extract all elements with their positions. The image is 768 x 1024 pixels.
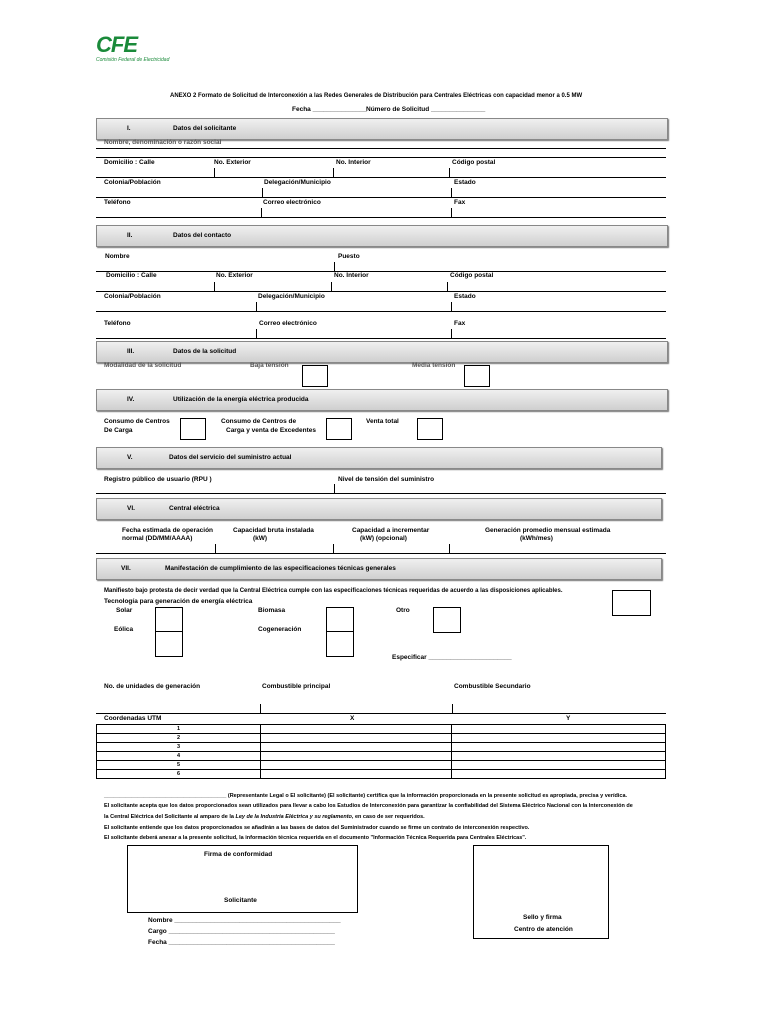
section-title: Datos del servicio del suministro actual xyxy=(169,454,292,461)
label-generacion: Generación promedio mensual estimada xyxy=(485,527,611,534)
cell-y[interactable] xyxy=(452,725,666,734)
label-correo: Correo electrónico xyxy=(259,320,317,327)
label-codigo-postal: Código postal xyxy=(452,159,496,166)
section-number: III. xyxy=(127,348,135,355)
section-title: Datos de la solicitud xyxy=(173,348,237,355)
field-unidades[interactable] xyxy=(96,713,666,714)
row-number: 3 xyxy=(97,743,261,752)
label-firma-conformidad: Firma de conformidad xyxy=(204,851,273,858)
legal-line-2: El solicitante acepta que los datos proporcionados sean utilizados para llevar a cabo los Estudios de Interconexión para garantizar la confiabilidad del Sistema Eléctrico Nacional con la Interconexión de xyxy=(104,803,633,809)
field-domicilio[interactable] xyxy=(96,291,666,292)
label-modalidad: Modalidad de la solicitud xyxy=(104,362,182,369)
section-6-header xyxy=(96,498,662,520)
label-eolica: Eólica xyxy=(114,626,134,633)
cell-y[interactable] xyxy=(452,743,666,752)
field-nombre[interactable] xyxy=(96,271,666,272)
label-correo: Correo electrónico xyxy=(263,199,321,206)
field-central[interactable] xyxy=(96,553,666,554)
coordinates-table xyxy=(96,724,666,779)
label-venta-total: Venta total xyxy=(366,418,399,425)
section-number: VI. xyxy=(127,505,135,512)
checkbox-otro[interactable] xyxy=(433,607,461,633)
label-capacidad-unidad: (kW) xyxy=(253,535,268,542)
table-row xyxy=(97,743,666,752)
label-consumo-1a: Consumo de Centros xyxy=(104,418,170,425)
legal-line-4: El solicitante entiende que los datos proporcionados se añadirán a las bases de datos del Suministrador cuando se firme un contrato de interconexión respectivo. xyxy=(104,825,530,831)
label-consumo-2b: Carga y venta de Excedentes xyxy=(226,427,316,434)
section-title: Manifestación de cumplimiento de las especificaciones técnicas generales xyxy=(165,565,396,572)
label-capacidad-incrementar: Capacidad a incrementar xyxy=(352,527,430,534)
legal-line-5: El solicitante deberá anexar a la presente solicitud, la información técnica requerida en el documento "Información Técnica Requerida para Centrales Eléctricas". xyxy=(104,835,527,841)
label-consumo-1b: De Carga xyxy=(104,427,133,434)
section-number: V. xyxy=(127,454,133,461)
row-number: 4 xyxy=(97,752,261,761)
sello-box[interactable] xyxy=(473,845,609,939)
label-media-tension: Media tensión xyxy=(412,362,456,369)
field-nombre-firma[interactable]: Nombre ______________________________________________ xyxy=(148,917,341,924)
label-nombre: Nombre xyxy=(105,253,130,260)
checkbox-baja-tension[interactable] xyxy=(302,365,328,387)
logo-subtitle: Comisión Federal de Electricidad xyxy=(96,57,170,63)
checkbox-venta-total[interactable] xyxy=(417,418,443,440)
label-consumo-2a: Consumo de Centros de xyxy=(221,418,297,425)
label-colonia: Colonia/Población xyxy=(104,293,161,300)
row-number: 2 xyxy=(97,734,261,743)
cell-x[interactable] xyxy=(260,743,452,752)
row-number: 6 xyxy=(97,770,261,779)
label-no-interior: No. Interior xyxy=(336,159,371,166)
label-domicilio: Domicilio : Calle xyxy=(104,159,155,166)
label-fecha-formato: normal (DD/MM/AAAA) xyxy=(122,535,193,542)
label-biomasa: Biomasa xyxy=(258,607,286,614)
section-title: Datos del contacto xyxy=(173,232,232,239)
table-row xyxy=(97,725,666,734)
field-telefono[interactable] xyxy=(96,217,666,218)
label-sello: Sello y firma xyxy=(523,914,562,921)
document-title: ANEXO 2 Formato de Solicitud de Interconexión a las Redes Generales de Distribución para Centrales Eléctricas con capacidad menor a 0.5 MW xyxy=(170,93,583,99)
field-especificar[interactable]: Especificar _______________________ xyxy=(392,654,512,661)
section-number: VII. xyxy=(121,565,131,572)
label-coord-x: X xyxy=(350,715,355,722)
checkbox-biomasa[interactable] xyxy=(326,607,354,633)
section-title: Utilización de la energía eléctrica producida xyxy=(173,396,309,403)
checkbox-protesta[interactable] xyxy=(612,590,651,616)
label-combustible-secundario: Combustible Secundario xyxy=(454,683,531,690)
label-delegacion: Delegación/Municipio xyxy=(264,179,331,186)
section-5-header xyxy=(96,447,662,469)
label-capacidad-opcional: (kW) (opcional) xyxy=(360,535,407,542)
cell-x[interactable] xyxy=(260,752,452,761)
label-combustible-principal: Combustible principal xyxy=(262,683,331,690)
cell-x[interactable] xyxy=(260,734,452,743)
checkbox-cogeneracion[interactable] xyxy=(326,631,354,657)
protesta-text: Manifiesto bajo protesta de decir verdad que la Central Eléctrica cumple con las especificaciones técnicas requeridas de acuerdo a las disposiciones aplicables. xyxy=(104,588,563,594)
cell-y[interactable] xyxy=(452,770,666,779)
row-number: 1 xyxy=(97,725,261,734)
label-domicilio: Domicilio : Calle xyxy=(106,272,157,279)
label-codigo-postal: Código postal xyxy=(450,272,494,279)
label-nombre-razon: Nombre, denominación o razón social xyxy=(104,139,222,146)
label-cogeneracion: Cogeneración xyxy=(258,626,302,633)
label-fax: Fax xyxy=(454,320,466,327)
label-fax: Fax xyxy=(454,199,466,206)
field-domicilio[interactable] xyxy=(96,177,666,178)
label-otro: Otro xyxy=(396,607,410,614)
label-no-interior: No. Interior xyxy=(334,272,369,279)
cell-x[interactable] xyxy=(260,770,452,779)
checkbox-eolica[interactable] xyxy=(155,631,183,657)
field-cargo-firma[interactable]: Cargo ______________________________________________ xyxy=(148,928,335,935)
table-row xyxy=(97,734,666,743)
checkbox-solar[interactable] xyxy=(155,607,183,633)
label-solar: Solar xyxy=(116,607,133,614)
label-estado: Estado xyxy=(454,293,476,300)
label-fecha-operacion: Fecha estimada de operación xyxy=(122,527,214,534)
field-colonia[interactable] xyxy=(96,197,666,198)
cfe-logo xyxy=(96,34,208,68)
label-coord-y: Y xyxy=(566,715,571,722)
cell-x[interactable] xyxy=(260,725,452,734)
field-rpu[interactable] xyxy=(96,493,666,494)
section-7-header xyxy=(96,558,662,580)
table-row xyxy=(97,761,666,770)
checkbox-consumo-excedentes[interactable] xyxy=(326,418,352,440)
cell-x[interactable] xyxy=(260,761,452,770)
section-2-header xyxy=(96,225,668,247)
label-capacidad-bruta: Capacidad bruta instalada xyxy=(233,527,314,534)
section-number: II. xyxy=(127,232,133,239)
label-puesto: Puesto xyxy=(338,253,360,260)
label-no-exterior: No. Exterior xyxy=(216,272,253,279)
legal-line-3: la Central Eléctrica del Solicitante al amparo de la Ley de la Industria Eléctrica y su reglamento, en caso de ser requeridos. xyxy=(104,814,425,820)
checkbox-consumo-centros[interactable] xyxy=(180,418,206,440)
section-4-header xyxy=(96,389,668,411)
label-generacion-unidad: (kWh/mes) xyxy=(520,535,553,542)
cell-y[interactable] xyxy=(452,752,666,761)
section-title: Central eléctrica xyxy=(169,505,220,512)
label-telefono: Teléfono xyxy=(104,199,131,206)
section-number: IV. xyxy=(127,396,135,403)
label-centro-atencion: Centro de atención xyxy=(514,926,573,933)
field-colonia[interactable] xyxy=(96,311,666,312)
numero-solicitud-field[interactable]: Número de Solicitud _______________ xyxy=(366,106,486,113)
label-estado: Estado xyxy=(454,179,476,186)
label-solicitante: Solicitante xyxy=(224,897,257,904)
label-delegacion: Delegación/Municipio xyxy=(258,293,325,300)
label-rpu: Registro público de usuario (RPU ) xyxy=(104,476,212,483)
label-telefono: Teléfono xyxy=(104,320,131,327)
fecha-field[interactable]: Fecha _______________ xyxy=(292,106,367,113)
cell-y[interactable] xyxy=(452,761,666,770)
label-nivel-tension: Nivel de tensión del suministro xyxy=(338,476,435,483)
label-no-exterior: No. Exterior xyxy=(214,159,251,166)
label-unidades: No. de unidades de generación xyxy=(104,683,201,690)
field-nombre-razon[interactable] xyxy=(96,157,666,158)
field-fecha-firma[interactable]: Fecha ______________________________________________ xyxy=(148,939,335,946)
section-3-header xyxy=(96,341,668,363)
label-baja-tension: Baja tensión xyxy=(250,362,289,369)
section-title: Datos del solicitante xyxy=(173,125,237,132)
section-number: I. xyxy=(127,125,131,132)
field-telefono[interactable] xyxy=(96,338,666,339)
logo-mark: CFE xyxy=(96,32,137,57)
section-1-header xyxy=(96,118,668,140)
cell-y[interactable] xyxy=(452,734,666,743)
label-tecnologia: Tecnología para generación de energía eléctrica xyxy=(104,598,253,605)
checkbox-media-tension[interactable] xyxy=(464,365,490,387)
table-row xyxy=(97,752,666,761)
legal-line-1: ________________________________________ (Representante Legal o El solicitante) (El solicitante) certifica que la información proporcionada en la presente solicitud es apropiada, precisa y verídica. xyxy=(104,793,628,799)
label-coordenadas: Coordenadas UTM xyxy=(104,715,162,722)
row-number: 5 xyxy=(97,761,261,770)
label-colonia: Colonia/Población xyxy=(104,179,161,186)
table-row xyxy=(97,770,666,779)
